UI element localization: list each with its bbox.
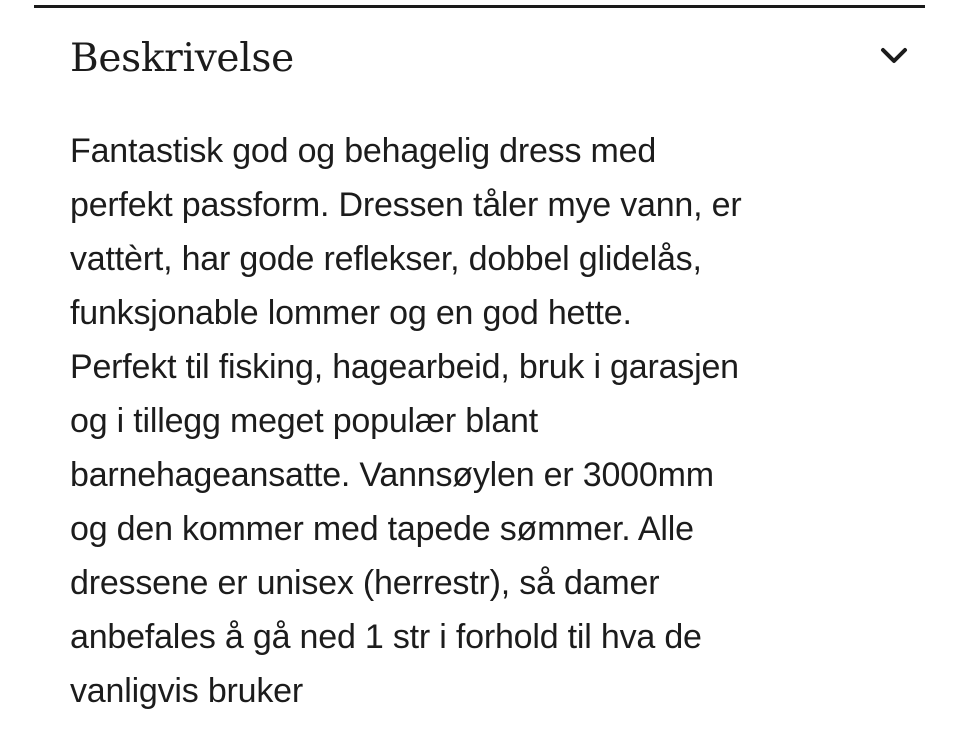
description-accordion bbox=[34, 0, 925, 732]
section-title: Beskrivelse bbox=[70, 36, 294, 81]
description-text: Fantastisk god og behagelig dress med perfekt passform. Dressen tåler mye vann, er vattèrt, har gode reflekser, dobbel glidelås, funksjonable lommer og en god hette. Perfekt til fisking, hagearbeid, bruk i garasjen og i tillegg meget populær blant barnehageansatte. Vannsøylen er 3000mm og den kommer med tapede sømmer. Alle dressene er unisex (herrestr), så damer anbefales å gå ned 1 str i forhold til hva de vanligvis bruker bbox=[70, 132, 742, 710]
accordion-header[interactable] bbox=[34, 8, 925, 104]
chevron-down-icon bbox=[879, 46, 909, 66]
collapse-toggle-button[interactable] bbox=[872, 38, 916, 74]
